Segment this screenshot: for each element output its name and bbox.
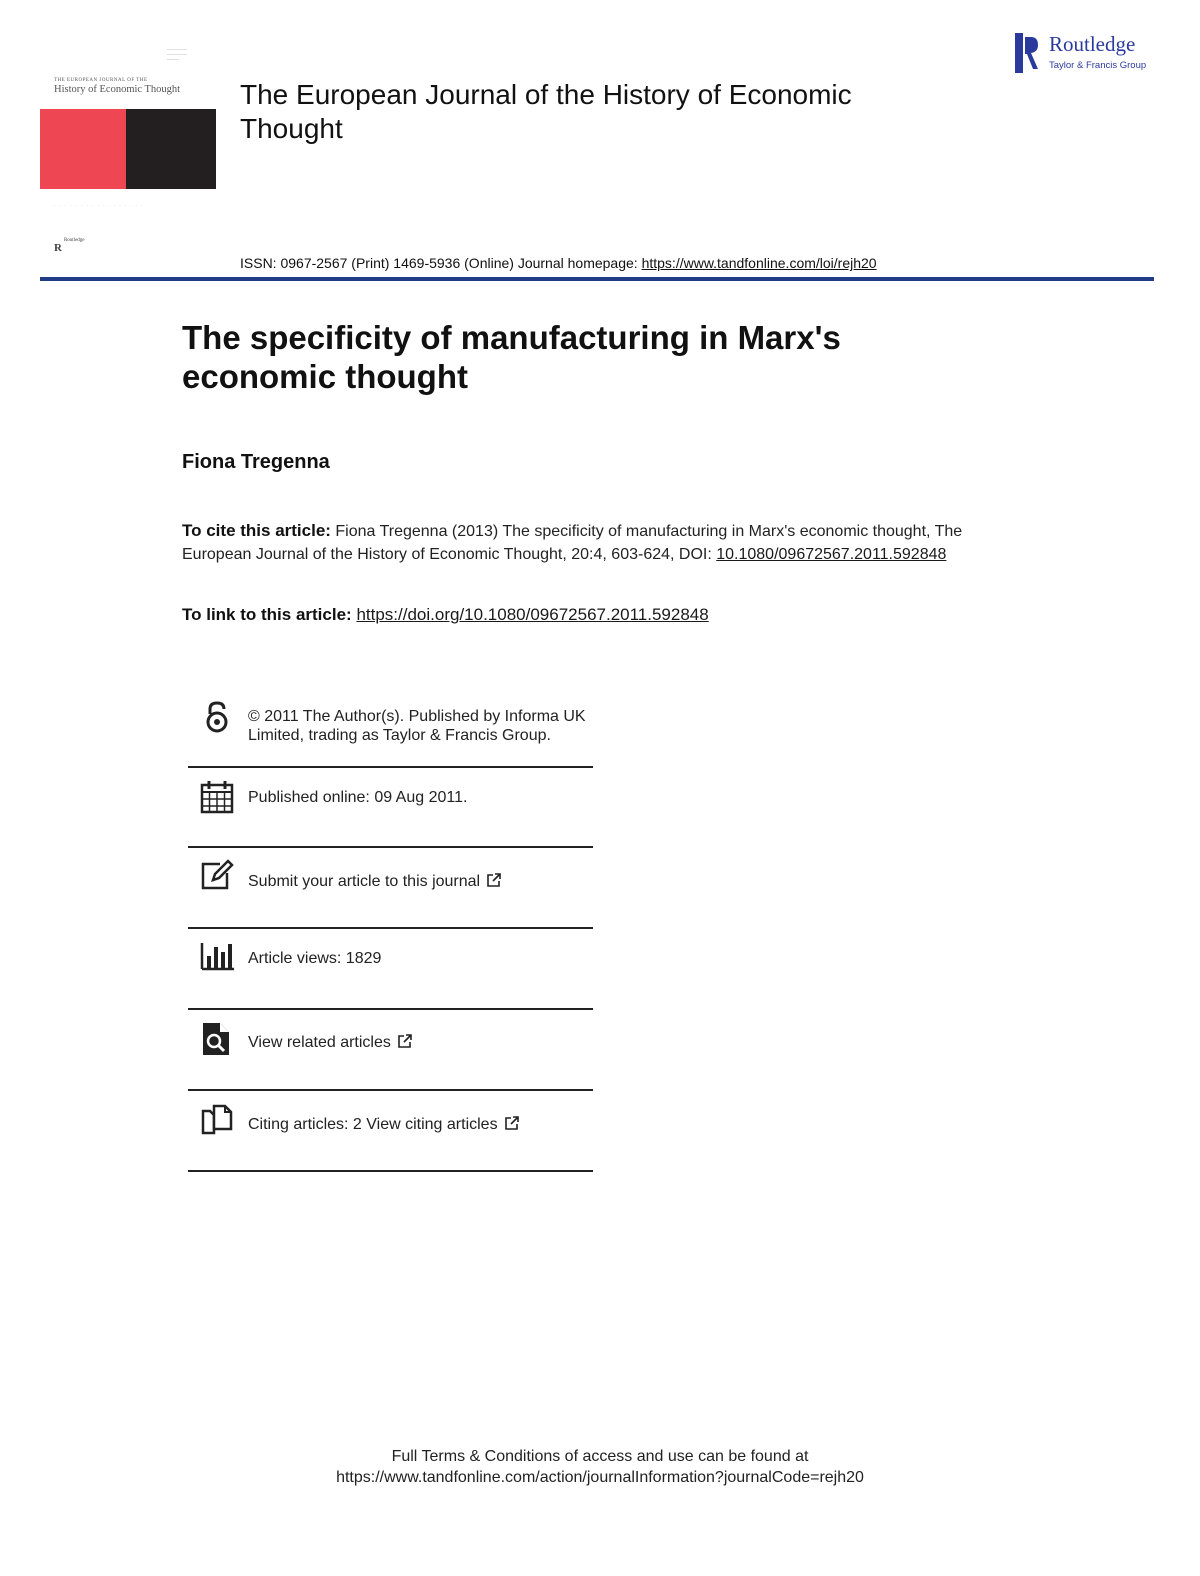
routledge-logo xyxy=(1015,30,1175,78)
link-label: To link to this article: xyxy=(182,605,357,624)
cover-publisher-logo xyxy=(54,238,85,256)
terms-line: Full Terms & Conditions of access and use can be found at xyxy=(391,1448,809,1465)
article-url-link[interactable]: https://doi.org/10.1080/09672567.2011.592848 xyxy=(356,605,709,624)
search-document-icon xyxy=(200,1022,234,1056)
external-link-icon xyxy=(486,872,502,888)
article-link-block xyxy=(182,603,1002,626)
info-row-published xyxy=(188,766,593,846)
info-row-license xyxy=(188,692,593,766)
external-link-icon xyxy=(397,1033,413,1049)
journal-title: The European Journal of the History of Economic Thought xyxy=(240,79,852,144)
routledge-mark-icon xyxy=(1015,33,1039,73)
article-title: The specificity of manufacturing in Marx's economic thought xyxy=(182,319,841,395)
info-row-related[interactable] xyxy=(188,1008,593,1089)
citation-block xyxy=(182,519,1002,566)
info-row-views xyxy=(188,927,593,1008)
cover-editor-line: · · · · · · · · · · · · · · · · · xyxy=(54,203,144,208)
external-link-icon xyxy=(504,1115,520,1131)
issn-text: ISSN: 0967-2567 (Print) 1469-5936 (Online) Journal homepage: xyxy=(240,255,642,271)
bar-chart-icon xyxy=(200,939,234,973)
cover-title-small: THE EUROPEAN JOURNAL OF THE xyxy=(54,78,148,83)
terms-footer xyxy=(0,1446,1200,1488)
cover-red-block xyxy=(40,109,126,189)
cover-title-main: History of Economic Thought xyxy=(54,84,181,95)
cover-publisher-name: Routledge xyxy=(63,238,85,243)
info-row-submit[interactable] xyxy=(188,846,593,927)
cover-issn-lines: ――――― ――――― ――― xyxy=(167,46,187,61)
license-text: © 2011 The Author(s). Published by Informa UK Limited, trading as Taylor & Francis Group. xyxy=(248,708,586,744)
terms-url[interactable]: https://www.tandfonline.com/action/journalInformation?journalCode=rejh20 xyxy=(336,1469,864,1486)
cover-publisher-mark: R xyxy=(54,242,62,254)
published-text: Published online: 09 Aug 2011. xyxy=(248,789,468,806)
brand-name: Routledge xyxy=(1049,32,1136,56)
edit-icon xyxy=(200,858,234,892)
doi-link[interactable]: 10.1080/09672567.2011.592848 xyxy=(716,546,947,563)
related-text[interactable]: View related articles xyxy=(248,1034,391,1051)
views-text: Article views: 1829 xyxy=(248,950,382,967)
citing-documents-icon xyxy=(200,1103,234,1137)
journal-cover-thumbnail xyxy=(40,40,216,255)
citing-text[interactable]: Citing articles: 2 View citing articles xyxy=(248,1116,498,1133)
info-row-citing[interactable] xyxy=(188,1089,593,1172)
related-articles-link[interactable] xyxy=(248,1033,593,1052)
article-author: Fiona Tregenna xyxy=(182,451,330,473)
journal-homepage-link[interactable]: https://www.tandfonline.com/loi/rejh20 xyxy=(641,255,877,271)
brand-subtitle: Taylor & Francis Group xyxy=(1049,60,1147,71)
header-divider xyxy=(40,277,1154,281)
calendar-icon xyxy=(200,780,234,814)
citing-articles-link[interactable] xyxy=(248,1115,593,1134)
cover-title xyxy=(54,78,214,96)
issn-line xyxy=(240,255,877,271)
cite-text: Fiona Tregenna (2013) The specificity of manufacturing in Marx's economic thought, The European Journal of the History of Economic Thought, 20:4, 603-624, DOI: xyxy=(182,523,963,563)
submit-text[interactable]: Submit your article to this journal xyxy=(248,873,481,890)
cover-black-block xyxy=(126,109,216,189)
article-info-panel xyxy=(188,692,593,1172)
cite-label: To cite this article: xyxy=(182,521,331,540)
submit-article-link[interactable] xyxy=(248,872,593,891)
open-access-icon xyxy=(200,700,234,734)
